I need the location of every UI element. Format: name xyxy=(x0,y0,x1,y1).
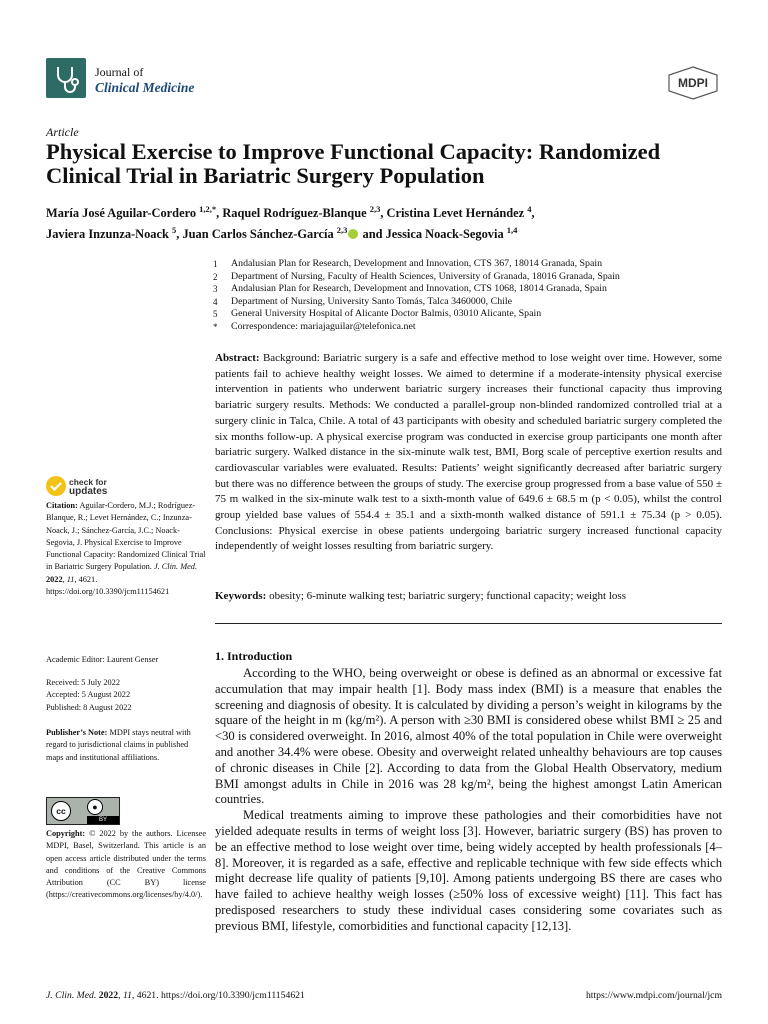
journal-name xyxy=(95,65,194,95)
citation-doi-link[interactable]: 4621. https://doi.org/10.3390/jcm11154621 xyxy=(46,574,170,597)
citation-label: Citation: xyxy=(46,501,78,510)
section-heading: 1. Introduction xyxy=(215,649,293,663)
copyright xyxy=(46,828,206,902)
author: Jessica Noack-Segovia xyxy=(385,227,504,242)
author: Javiera Inzunza-Noack xyxy=(46,227,169,242)
affiliation-item: 3 Andalusian Plan for Research, Development and Innovation, CTS 1068, 18014 Granada, Spain xyxy=(213,283,607,294)
author-sup: 5 xyxy=(171,225,177,236)
affiliation-item: 2 Department of Nursing, Faculty of Health Sciences, University of Granada, 18016 Granada, Spain xyxy=(213,270,620,282)
affiliation-item: 5 General University Hospital of Alicante Doctor Balmis, 03010 Alicante, Spain xyxy=(213,308,542,319)
by-label: BY xyxy=(87,816,119,824)
journal-logo-icon xyxy=(46,58,86,98)
copyright-label: Copyright: xyxy=(46,829,86,838)
copyright-text: © 2022 by the authors. Licensee MDPI, Basel, Switzerland. This article is an open access article distributed under the terms and conditions of the Creative Commons Attribution (CC BY) license (https://creativecommons.org/licenses/by/4.0/). xyxy=(46,829,206,900)
accepted-date: Accepted: 5 August 2022 xyxy=(46,690,131,700)
footer-vol: 11 xyxy=(122,990,132,1001)
published-date: Published: 8 August 2022 xyxy=(46,702,132,712)
note-label: Publisher’s Note: xyxy=(46,728,108,737)
paper-title: Physical Exercise to Improve Functional Capacity: Randomized Clinical Trial in Bariatric Surgery Population xyxy=(46,139,661,188)
cc-by-license-icon[interactable] xyxy=(46,797,120,825)
abstract-label: Abstract: xyxy=(215,352,260,364)
author: Raquel Rodríguez-Blanque xyxy=(222,206,367,221)
author-list: María José Aguilar-Cordero $^{1,2,*}$, Raquel Rodríguez-Blanque $^{2,3}$, Cristina Levet Hernández $^4$, Javiera Inzunza-Noack $^5$, Juan Carlos Sánchez-García $^{2,3}$ and Jessica Noack-Segovia $^{1,4}$ xyxy=(46,204,535,242)
citation-journal: J. Clin. Med. xyxy=(153,562,198,572)
abstract xyxy=(215,351,722,555)
affiliation-item: 4 Department of Nursing, University Santo Tomás, Talca 3460000, Chile xyxy=(213,295,513,307)
keywords xyxy=(215,589,722,604)
affiliations xyxy=(213,258,723,333)
citation-block: Citation: Aguilar-Cordero, M.J.; Rodríguez-Blanque, R.; Levet Hernández, C.; Inzunza-Noack, J.; Sánchez-García, J.C.; Noack-Segovia, J. Physical Exercise to Improve Functional Capacity: Randomized Clinical Trial in Bariatric Surgery Population. J. Clin. Med. 2022, 11, 4621. https://doi.org/10.3390/jcm11154621 xyxy=(46,501,206,597)
check-for-updates[interactable] xyxy=(69,477,107,497)
note-text: MDPI stays neutral with regard to jurisdictional claims in published maps and institutional affiliations. xyxy=(46,728,191,762)
dates xyxy=(46,677,206,714)
footer-journal: J. Clin. Med. xyxy=(46,990,97,1001)
author-sup: 4 xyxy=(527,204,532,214)
footer-doi[interactable]: , 4621. https://doi.org/10.3390/jcm11154621 xyxy=(131,990,305,1001)
author-sup: 1,2,* xyxy=(199,204,217,214)
citation-vol: 11 xyxy=(66,574,75,584)
footer-journal-url[interactable]: https://www.mdpi.com/journal/jcm xyxy=(585,990,722,1001)
publisher-note xyxy=(46,727,206,764)
orcid-icon[interactable] xyxy=(348,229,358,239)
affiliation-item: * Correspondence: mariajaguilar@telefonica.net xyxy=(213,320,416,332)
author-sup: 1,4 xyxy=(506,225,518,236)
academic-editor: Academic Editor: Laurent Genser xyxy=(46,655,159,664)
keywords-text: obesity; 6-minute walking test; bariatric surgery; functional capacity; weight loss xyxy=(269,590,626,602)
footer-year: 2022 xyxy=(98,990,119,1001)
citation-year: 2022 xyxy=(46,574,63,584)
attribution-person-icon: ● xyxy=(87,799,103,815)
author: Cristina Levet Hernández xyxy=(386,206,525,221)
check-for-updates-icon[interactable] xyxy=(46,476,66,496)
keywords-label: Keywords: xyxy=(215,590,267,602)
journal-name-line2: Clinical Medicine xyxy=(95,80,195,95)
journal-name-line1: Journal of xyxy=(95,65,144,79)
article-type: Article xyxy=(46,125,79,139)
affiliation-item: 1 Andalusian Plan for Research, Development and Innovation, CTS 367, 18014 Granada, Spain xyxy=(213,258,603,269)
mdpi-logo xyxy=(666,66,720,100)
received-date: Received: 5 July 2022 xyxy=(46,678,120,687)
citation-text: Aguilar-Cordero, M.J.; Rodríguez-Blanque, R.; Levet Hernández, C.; Inzunza-Noack, J.; Sánchez-García, J.C.; Noack-Segovia, J. Physical Exercise to Improve Functional Capacity: Randomized Clinical Trial in Bariatric Surgery Population. xyxy=(46,501,206,572)
author-sup: 2,3 xyxy=(369,204,381,214)
publisher-name: MDPI xyxy=(678,76,708,90)
author-sup: 2,3 xyxy=(336,225,348,236)
cc-icon: cc xyxy=(51,801,71,821)
author: María José Aguilar-Cordero xyxy=(46,206,197,221)
paragraph: According to the WHO, being overweight or obese is defined as an abnormal or excessive fat accumulation that may impair health [1]. Body mass index (BMI) is a measure that enables the screening and diagnosis of obesity. It is calculated by dividing a person’s weight in kilograms by the square of the height in m (kg/m²). A person with ≥30 BMI is considered obese whilst BMI ≥ 25 and <30 is considered overweight. In 2016, almost 40% of the total population in Chile were overweight and another 34.4% were obese. Obesity and overweight related unhealthy behaviours are top causes of chronic diseases in Chile [2]. According to data from the Global Health Observatory, medium BMI amongst adults in Chile in 2016 was 28 kg/m², being the highest amongst Latin American countries. xyxy=(215,666,722,807)
author: Juan Carlos Sánchez-García xyxy=(182,227,334,242)
check-line1: check for xyxy=(69,477,107,487)
abstract-text: Background: Bariatric surgery is a safe and effective method to lose weight over time. However, some patients fail to achieve healthy weight losses. We aimed to determine if a moderate-intensity physical exercise intervention in patients who underwent bariatric surgery increases their functional capacity thus improving bariatric surgery results. Methods: We conducted a parallel-group non-blinded randomized controlled trial at a surgery clinic in Talca, Chile. A total of 43 participants with obesity and scheduled bariatric surgery completed the six months follow-up. A physical exercise program was conducted in exercise group participants one month after bariatric surgery. Walked distance in the six-minute walk test, BMI, Borg scale of perceptive exertion results and cardiovascular variables were evaluated. Results: Patients’ weight significantly decreased after bariatric surgery but there was no difference between the groups of study. The exercise group progressed from a base value of 550 ± 75 m walked in the six-minute walk test to a sixth-month value of 649.6 ± 68.5 m (p < 0.05), whilst the control group yielded base values of 554.4 ± 35.1 and a sixth-month walked distance of 591.1 ± 75.34 (p > 0.05). Conclusions: Physical exercise in obese patients undergoing bariatric surgery increased functional capacity independently of weight losses resulting from bariatric surgery. xyxy=(215,352,723,553)
introduction-body xyxy=(215,666,722,935)
paragraph: Medical treatments aiming to improve these pathologies and their comorbidities have not yielded adequate results in terms of weight loss [3]. However, bariatric surgery (BS) has proven to be an effective method to lose weight over time, being widely accepted by health professionals [4–8]. Moreover, it is regarded as a safe, effective and replicable technique with few side effects which might decrease life quality of patients [9,10]. Among patients undergoing BS there are cases who have failed to achieve healthy weigh losses (≥50% loss of excessive weight) [11]. This fact has predisposed researchers to study these individual cases considering some covariates such as previous BMI, lifestyle, comorbidities and functional capacity [12,13]. xyxy=(215,808,722,933)
author-and: and xyxy=(362,227,383,242)
footer-citation: J. Clin. Med. 2022, 11, 4621. https://doi.org/10.3390/jcm11154621 xyxy=(46,990,305,1001)
check-line2: updates xyxy=(69,486,108,497)
section-divider xyxy=(215,623,722,624)
